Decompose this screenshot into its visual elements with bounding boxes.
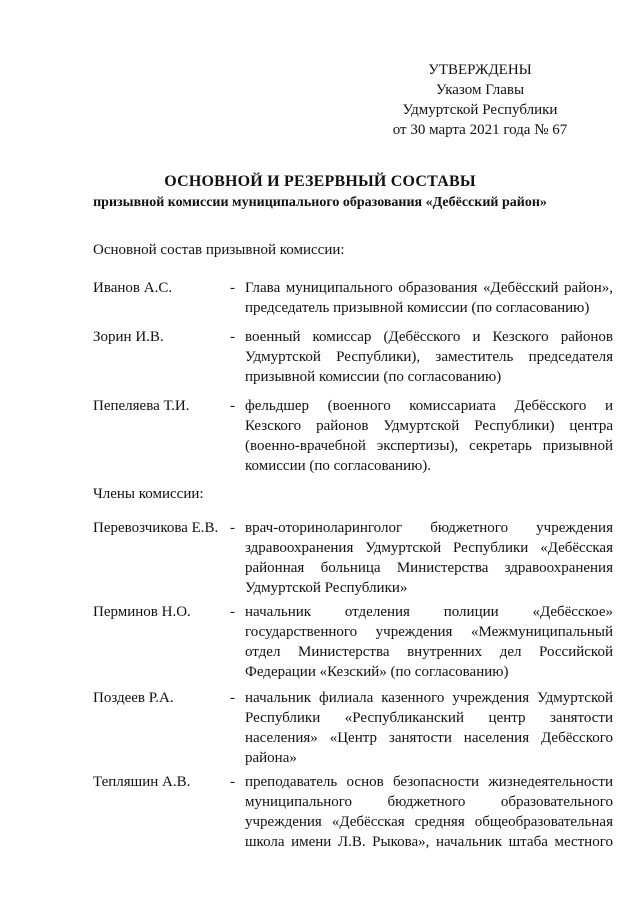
desc-line: населения» «Центр занятости населения Дебёсского	[245, 730, 613, 746]
person-description	[245, 688, 613, 768]
person-name: Пепеляева Т.И.	[93, 398, 190, 414]
person-dash: -	[230, 604, 235, 620]
desc-line: начальник филиала казенного учреждения Удмуртской	[245, 690, 613, 706]
approval-line-4: от 30 марта 2021 года № 67	[392, 122, 568, 138]
desc-line: Глава муниципального образования «Дебёсский район»,	[245, 280, 613, 296]
desc-line: здравоохранения Удмуртской Республики «Дебёсская	[245, 540, 613, 556]
title-sub: призывной комиссии муниципального образования «Дебёсский район»	[93, 195, 547, 210]
desc-line: (военно-врачебной экспертизы), секретарь призывной	[245, 438, 613, 454]
desc-line: района»	[245, 750, 297, 766]
section-members: Члены комиссии:	[93, 486, 204, 502]
desc-line: комиссии (по согласованию).	[245, 458, 432, 474]
approval-block	[380, 60, 580, 140]
desc-line: Удмуртской Республики»	[245, 580, 408, 596]
section-main-composition: Основной состав призывной комиссии:	[93, 242, 345, 258]
desc-line: Республики «Республиканский центр занятости	[245, 710, 613, 726]
person-description	[245, 602, 613, 682]
desc-line: Кезского районов Удмуртской Республики) центра	[245, 418, 613, 434]
person-description	[245, 278, 613, 318]
desc-line: Федерации «Кезский» (по согласованию)	[245, 664, 509, 680]
desc-line: Удмуртской Республики), заместитель председателя	[245, 349, 613, 365]
title-main: ОСНОВНОЙ И РЕЗЕРВНЫЙ СОСТАВЫ	[164, 173, 476, 190]
desc-line: районная больница Министерства здравоохранения	[245, 560, 613, 576]
person-description	[245, 396, 613, 476]
desc-line: начальник отделения полиции «Дебёсское»	[245, 604, 613, 620]
person-dash: -	[230, 520, 235, 536]
person-dash: -	[230, 280, 235, 296]
person-dash: -	[230, 329, 235, 345]
approval-line-1: УТВЕРЖДЕНЫ	[428, 62, 532, 78]
desc-line: призывной комиссии (по согласованию)	[245, 369, 502, 385]
person-dash: -	[230, 690, 235, 706]
person-name: Перминов Н.О.	[93, 604, 191, 620]
person-dash: -	[230, 398, 235, 414]
desc-line: государственного учреждения «Межмуниципальный	[245, 624, 613, 640]
desc-line: фельдшер (военного комиссариата Дебёсского и	[245, 398, 613, 414]
approval-line-2: Указом Главы	[435, 82, 525, 98]
desc-line: врач-оториноларинголог бюджетного учреждения	[245, 520, 613, 536]
person-name: Поздеев Р.А.	[93, 690, 174, 706]
desc-line: военный комиссар (Дебёсского и Кезского районов	[245, 329, 613, 345]
desc-line: учреждения «Дебёсская средняя общеобразовательная	[245, 814, 613, 830]
desc-line: отдел Министерства внутренних дел Российской	[245, 644, 613, 660]
desc-line: председатель призывной комиссии (по согласованию)	[245, 300, 590, 316]
person-dash: -	[230, 774, 235, 790]
person-name: Иванов А.С.	[93, 280, 173, 296]
desc-line: преподаватель основ безопасности жизнедеятельности	[245, 774, 613, 790]
person-description	[245, 518, 613, 598]
desc-line: школа имени Л.В. Рыкова», начальник штаба местного	[245, 834, 613, 850]
person-name: Зорин И.В.	[93, 329, 164, 345]
person-description	[245, 772, 613, 852]
person-name: Тепляшин А.В.	[93, 774, 191, 790]
desc-line: муниципального бюджетного образовательного	[245, 794, 613, 810]
person-description	[245, 327, 613, 387]
approval-line-3: Удмуртской Республики	[402, 102, 558, 118]
document-title	[0, 172, 640, 213]
person-name: Перевозчикова Е.В.	[93, 520, 219, 536]
